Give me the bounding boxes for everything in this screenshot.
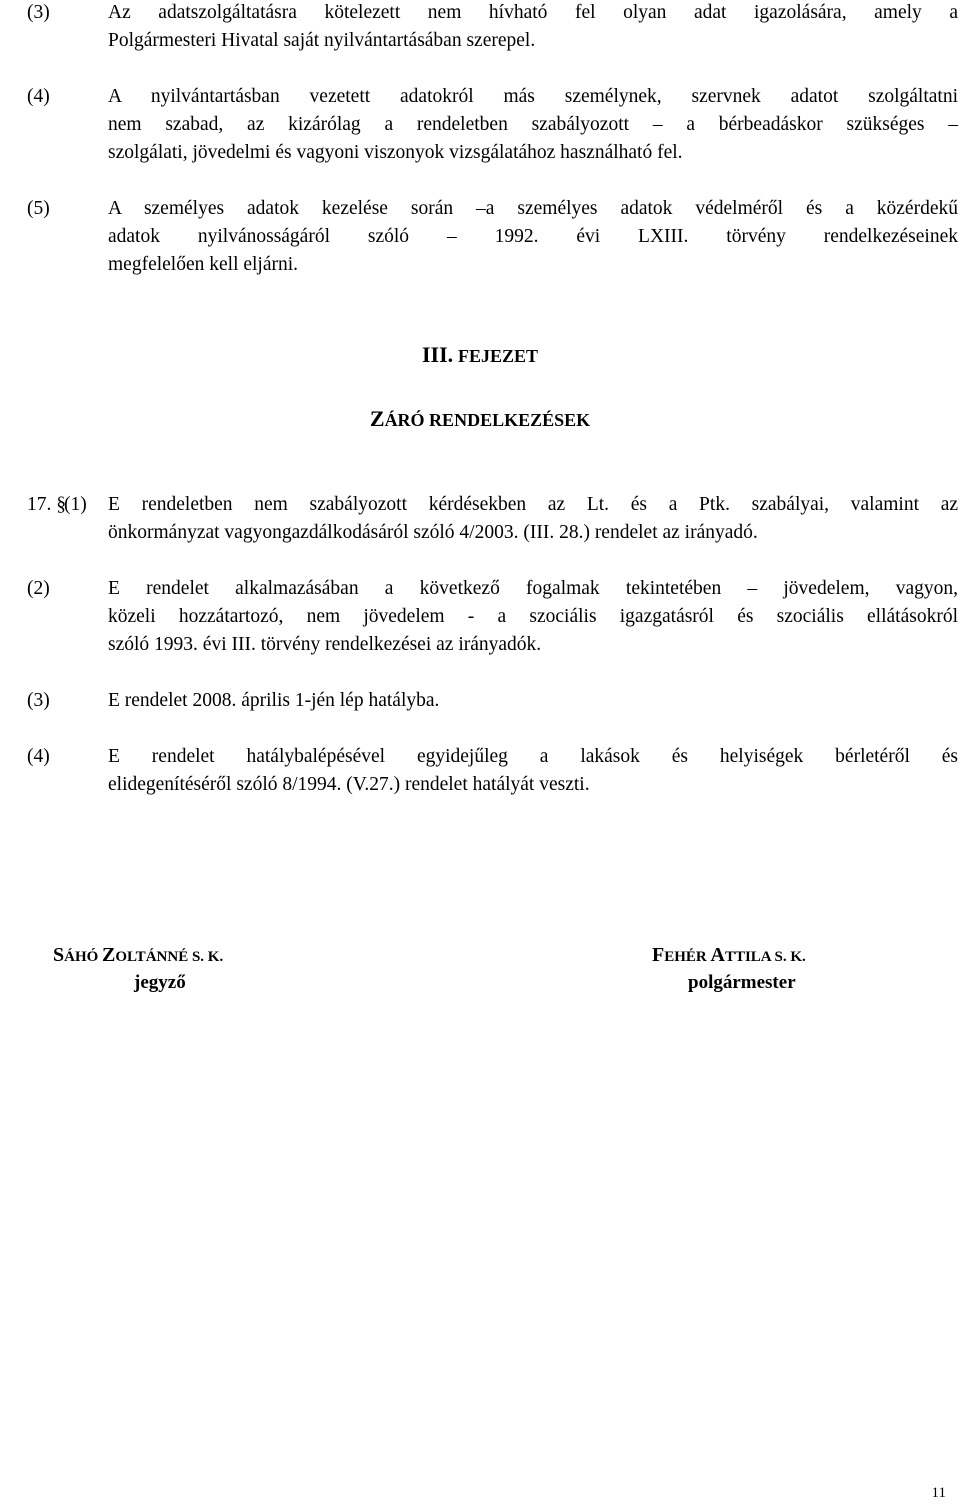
paragraph-line: E rendelet 2008. április 1-jén lép hatályba.: [108, 690, 440, 711]
page-number: 11: [931, 1485, 946, 1501]
paragraph-number: (4): [27, 746, 50, 767]
section-line: Polgármesteri Hivatal saját nyilvántartásában szerepel.: [108, 30, 536, 51]
signer-role: polgármester: [688, 972, 796, 993]
chapter-title: FEJEZET: [458, 346, 539, 366]
chapter-numeral: III.: [421, 342, 454, 367]
section-number: (5): [27, 198, 50, 219]
signer-role: jegyző: [134, 972, 186, 993]
section-line: nem szabad, az kizárólag a rendeletben szabályozott – a bérbeadáskor szükséges –: [108, 114, 958, 135]
section-line: szolgálati, jövedelmi és vagyoni viszonyok vizsgálatához használható fel.: [108, 142, 683, 163]
paragraph-number: (3): [27, 690, 50, 711]
paragraph-line: elidegenítéséről szóló 8/1994. (V.27.) rendelet hatályát veszti.: [108, 774, 590, 795]
article-number: 17. §: [27, 494, 66, 515]
paragraph-number: (1): [64, 494, 87, 515]
paragraph-line: E rendelet hatálybalépésével egyidejűleg a lakások és helyiségek bérletéről és: [108, 746, 958, 767]
chapter-subtitle: [0, 406, 960, 434]
section-line: megfelelően kell eljárni.: [108, 254, 299, 275]
paragraph-line: E rendeletben nem szabályozott kérdésekben az Lt. és a Ptk. szabályai, valamint az: [108, 494, 958, 515]
signer-name: FEHÉR ATTILA S. K.: [652, 944, 806, 966]
signer-name: SÁHÓ ZOLTÁNNÉ S. K.: [53, 944, 224, 966]
chapter-subtitle-rest: ÁRÓ RENDELKEZÉSEK: [384, 410, 591, 430]
section-line: Az adatszolgáltatásra kötelezett nem hívható fel olyan adat igazolására, amely a: [108, 2, 958, 23]
section-line: adatok nyilvánosságáról szóló – 1992. évi LXIII. törvény rendelkezéseinek: [108, 226, 958, 247]
chapter-subtitle-initial: Z: [369, 406, 385, 431]
section-number: (3): [27, 2, 50, 23]
section-line: A nyilvántartásban vezetett adatokról más személynek, szervnek adatot szolgáltatni: [108, 86, 958, 107]
chapter-heading: [0, 342, 960, 370]
section-line: A személyes adatok kezelése során –a személyes adatok védelméről és a közérdekű: [108, 198, 958, 219]
paragraph-line: E rendelet alkalmazásában a következő fogalmak tekintetében – jövedelem, vagyon,: [108, 578, 958, 599]
paragraph-line: önkormányzat vagyongazdálkodásáról szóló 4/2003. (III. 28.) rendelet az irányadó.: [108, 522, 758, 543]
paragraph-line: közeli hozzátartozó, nem jövedelem - a szociális igazgatásról és szociális ellátásokról: [108, 606, 958, 627]
section-number: (4): [27, 86, 50, 107]
paragraph-line: szóló 1993. évi III. törvény rendelkezései az irányadók.: [108, 634, 542, 655]
paragraph-number: (2): [27, 578, 50, 599]
